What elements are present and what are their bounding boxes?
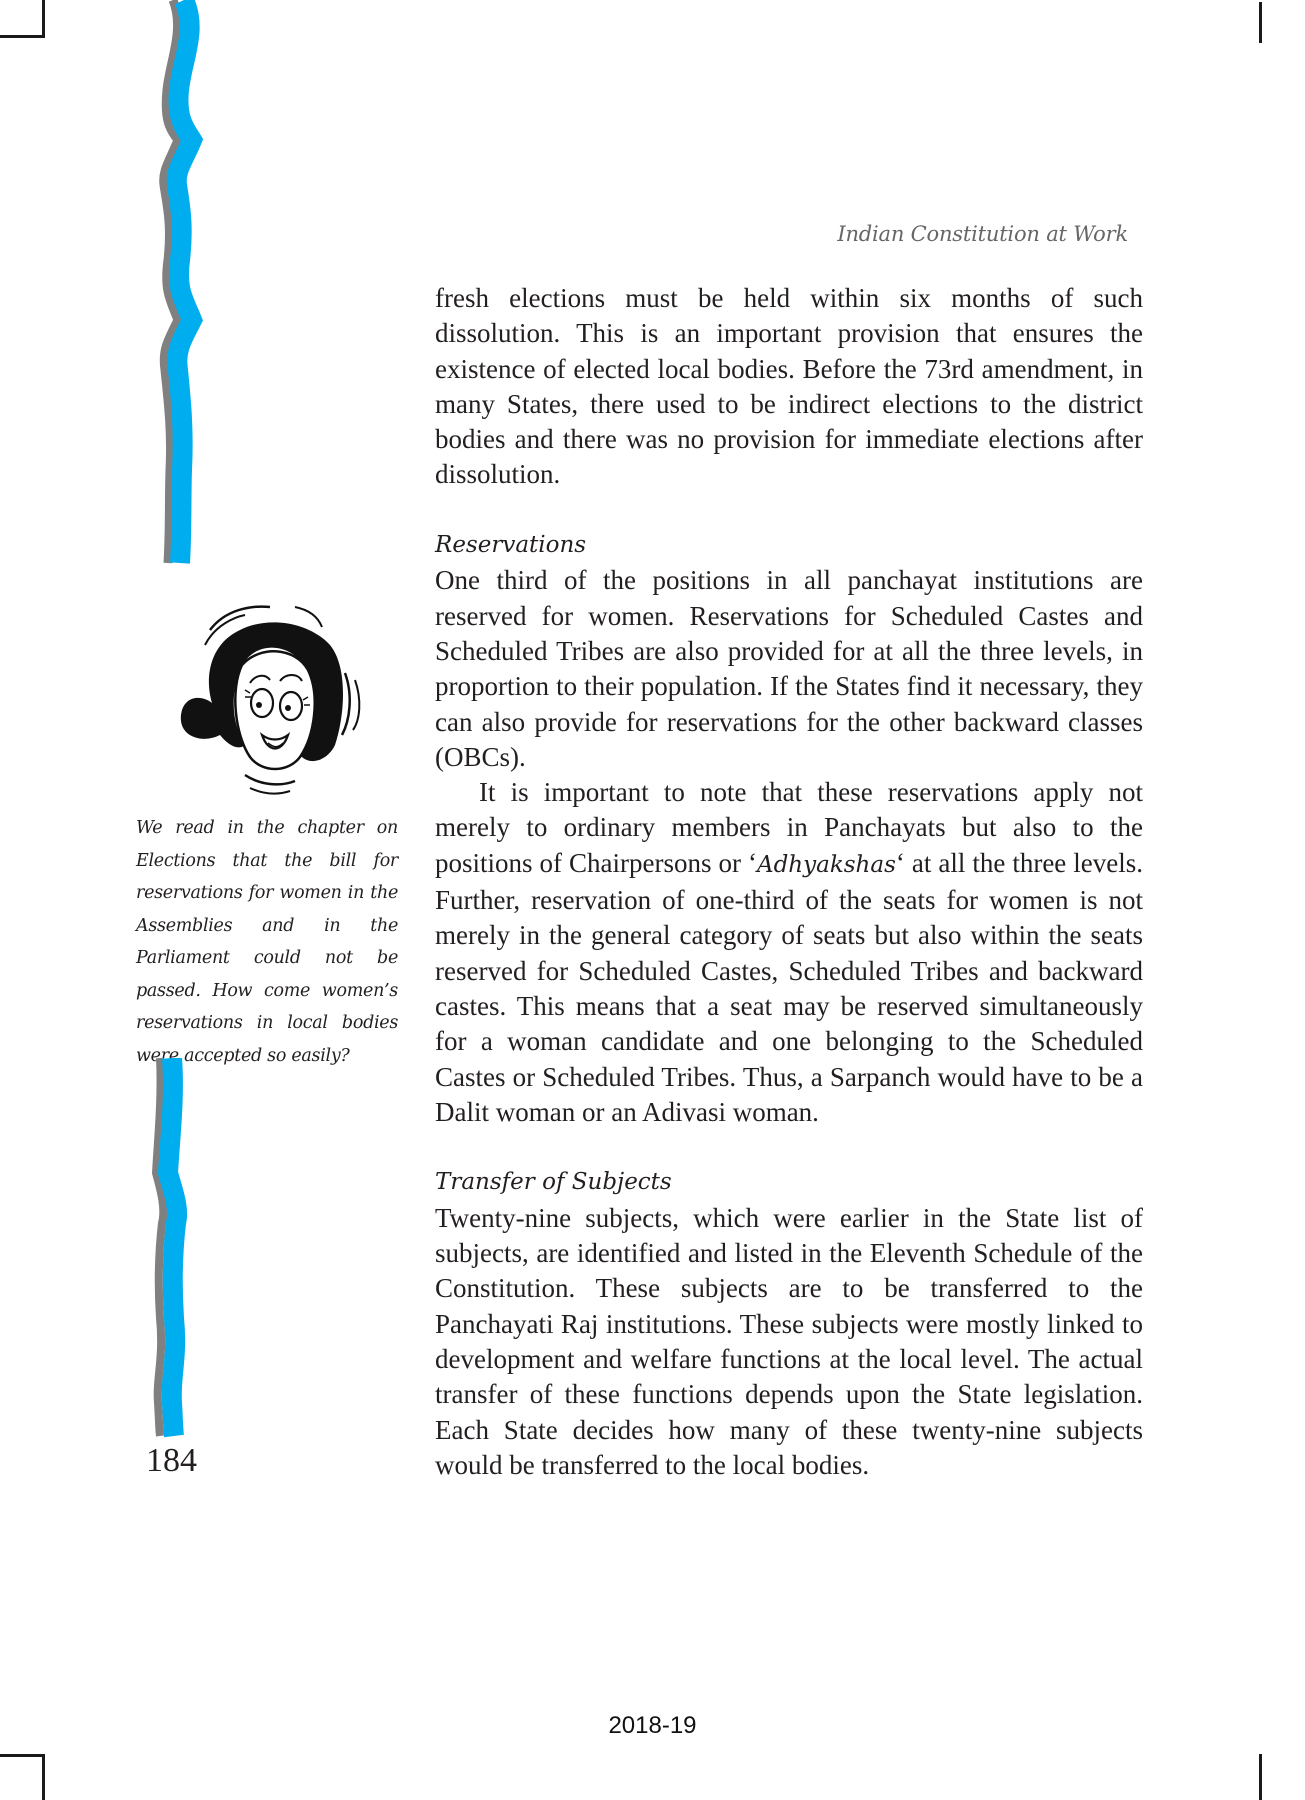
crop-mark-bottom-right xyxy=(1259,1754,1262,1800)
reservations-paragraph-2-part-1: It is important to note that these reservations apply not merely to ordinary members in Panchayats but also to the positions of Chairpersons or ‘ xyxy=(435,777,1143,878)
main-text-column xyxy=(435,281,1143,1483)
cartoon-woman-face-icon xyxy=(150,585,375,805)
sidebar-caption: We read in the chapter on Elections that the bill for reservations for women in the Assemblies and in the Parliament could not be passed. How come women’s reservations in local bodies were accepted so easily? xyxy=(136,818,398,1066)
reservations-paragraph-1: One third of the positions in all panchayat institutions are reserved for women. Reservations for Scheduled Castes and Scheduled Tribes are also provided for at all the three levels, in proportion to their population. If the States find it necessary, they can also provide for reservations for the other backward classes (OBCs). xyxy=(435,565,1143,772)
section-heading-transfer-of-subjects: Transfer of Subjects xyxy=(435,1169,672,1196)
running-head: Indian Constitution at Work xyxy=(837,222,1128,246)
crop-mark-bottom-left-h xyxy=(0,1754,44,1757)
reservations-paragraph-2-part-2: ‘ at all the three levels. Further, reservation of one-third of the seats for women is not merely in the general category of seats but also within the seats reserved for Scheduled Castes, Scheduled Tribes and backward castes. This means that a seat may be reserved simultaneously for a woman candidate and one belonging to the Scheduled Castes or Scheduled Tribes. Thus, a Sarpanch would have to be a Dalit woman or an Adivasi woman. xyxy=(435,847,1144,1127)
crop-mark-top-left-v xyxy=(42,0,45,38)
crop-mark-top-right xyxy=(1259,2,1262,43)
crop-mark-bottom-left-v xyxy=(42,1754,45,1800)
page-number: 184 xyxy=(146,1442,197,1479)
crop-mark-top-left-h xyxy=(0,35,44,38)
reservations-paragraph-2 xyxy=(435,775,1143,1130)
adhyakshas-term: Adhyakshas xyxy=(756,851,896,878)
footer-year: 2018-19 xyxy=(608,1712,697,1739)
wavy-line-top-decoration xyxy=(140,0,220,565)
wavy-line-bottom-decoration xyxy=(150,1058,210,1438)
intro-paragraph: fresh elections must be held within six months of such dissolution. This is an important provision that ensures the existence of elected local bodies. Before the 73rd amendment, in many States, there used to be indirect elections to the district bodies and there was no provision for immediate elections after dissolution. xyxy=(435,283,1143,490)
transfer-paragraph-1: Twenty-nine subjects, which were earlier in the State list of subjects, are identified and listed in the Eleventh Schedule of the Constitution. These subjects are to be transferred to the Panchayati Raj institutions. These subjects were mostly linked to development and welfare functions at the local level. The actual transfer of these functions depends upon the State legislation. Each State decides how many of these twenty-nine subjects would be transferred to the local bodies. xyxy=(435,1202,1143,1480)
section-heading-reservations: Reservations xyxy=(435,532,587,559)
